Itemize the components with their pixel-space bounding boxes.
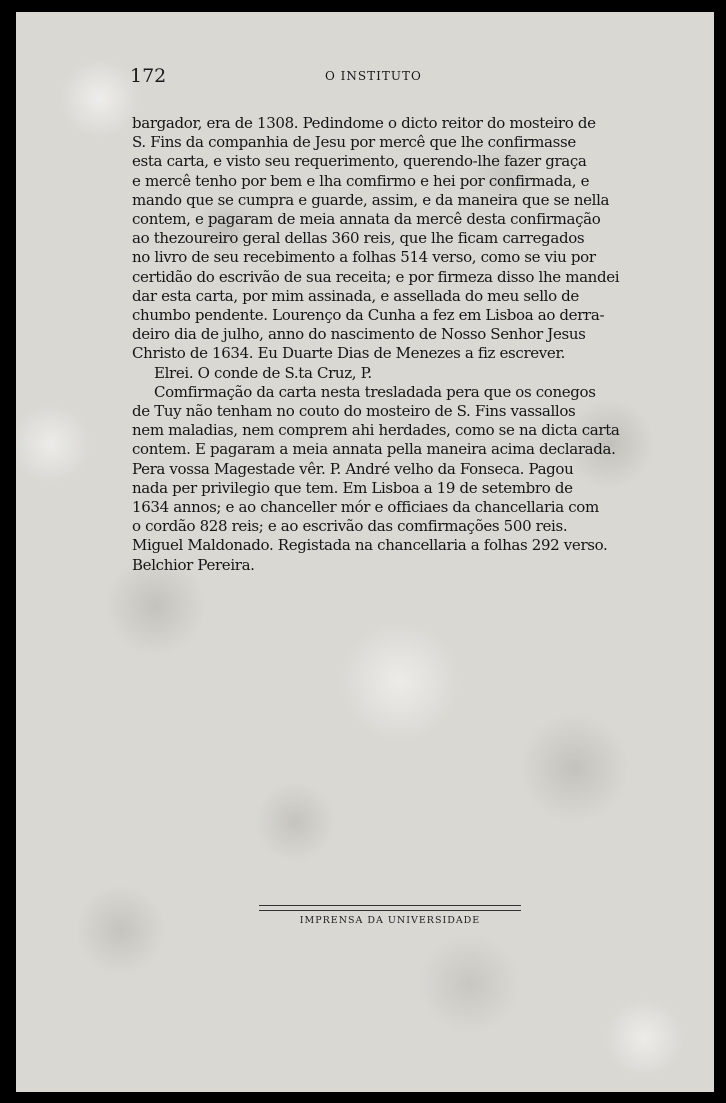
text-line: nada per privilegio que tem. Em Lisboa a 19 de setembro de bbox=[132, 478, 573, 497]
journal-title: O INSTITUTO bbox=[325, 69, 422, 83]
text-line: contem, e pagaram de meia annata da mercê desta confirmação bbox=[132, 210, 601, 229]
text-line: Belchior Pereira. bbox=[132, 555, 255, 574]
text-line: mando que se cumpra e guarde, assim, e da maneira que se nella bbox=[132, 190, 610, 209]
text-line: S. Fins da companhia de Jesu por mercê que lhe confirmasse bbox=[132, 133, 576, 152]
ornamental-rule bbox=[259, 905, 521, 911]
text-line: contem. E pagaram a meia annata pella maneira acima declarada. bbox=[132, 440, 616, 459]
text-line: ao thezoureiro geral dellas 360 reis, que lhe ficam carregados bbox=[132, 229, 585, 248]
text-line: Miguel Maldonado. Registada na chancellaria a folhas 292 verso. bbox=[132, 536, 608, 555]
text-line: Christo de 1634. Eu Duarte Dias de Menezes a fiz escrever. bbox=[132, 344, 566, 363]
text-line: Pera vossa Magestade vêr. P. André velho da Fonseca. Pagou bbox=[132, 459, 574, 478]
text-line: esta carta, e visto seu requerimento, querendo-lhe fazer graça bbox=[132, 152, 587, 171]
printer-name: IMPRENSA DA UNIVERSIDADE bbox=[299, 915, 481, 926]
text-line: bargador, era de 1308. Pedindome o dicto reitor do mosteiro de bbox=[132, 114, 596, 132]
body-text bbox=[132, 114, 626, 575]
text-line: Comfirmação da carta nesta tresladada pera que os conegos bbox=[154, 382, 596, 401]
colophon bbox=[255, 905, 525, 926]
text-line: chumbo pendente. Lourenço da Cunha a fez em Lisboa ao derra- bbox=[132, 306, 605, 325]
text-line: Elrei. O conde de S.ta Cruz, P. bbox=[154, 363, 372, 382]
text-line: e mercê tenho por bem e lha comfirmo e hei por confirmada, e bbox=[132, 171, 590, 190]
text-line: certidão do escrivão de sua receita; e por firmeza disso lhe mandei bbox=[132, 267, 620, 286]
text-line: no livro de seu recebimento a folhas 514 verso, como se viu por bbox=[132, 248, 596, 267]
text-line: o cordão 828 reis; e ao escrivão das comfirmações 500 reis. bbox=[132, 517, 568, 536]
page-number: 172 bbox=[130, 65, 167, 87]
running-head bbox=[130, 65, 630, 95]
text-line: de Tuy não tenham no couto do mosteiro de S. Fins vassallos bbox=[132, 402, 576, 421]
text-line: deiro dia de julho, anno do nascimento de Nosso Senhor Jesus bbox=[132, 325, 586, 344]
text-line: nem maladias, nem comprem ahi herdades, como se na dicta carta bbox=[132, 421, 620, 440]
text-line: 1634 annos; e ao chanceller mór e officiaes da chancellaria com bbox=[132, 498, 599, 517]
text-line: dar esta carta, por mim assinada, e assellada do meu sello de bbox=[132, 286, 579, 305]
